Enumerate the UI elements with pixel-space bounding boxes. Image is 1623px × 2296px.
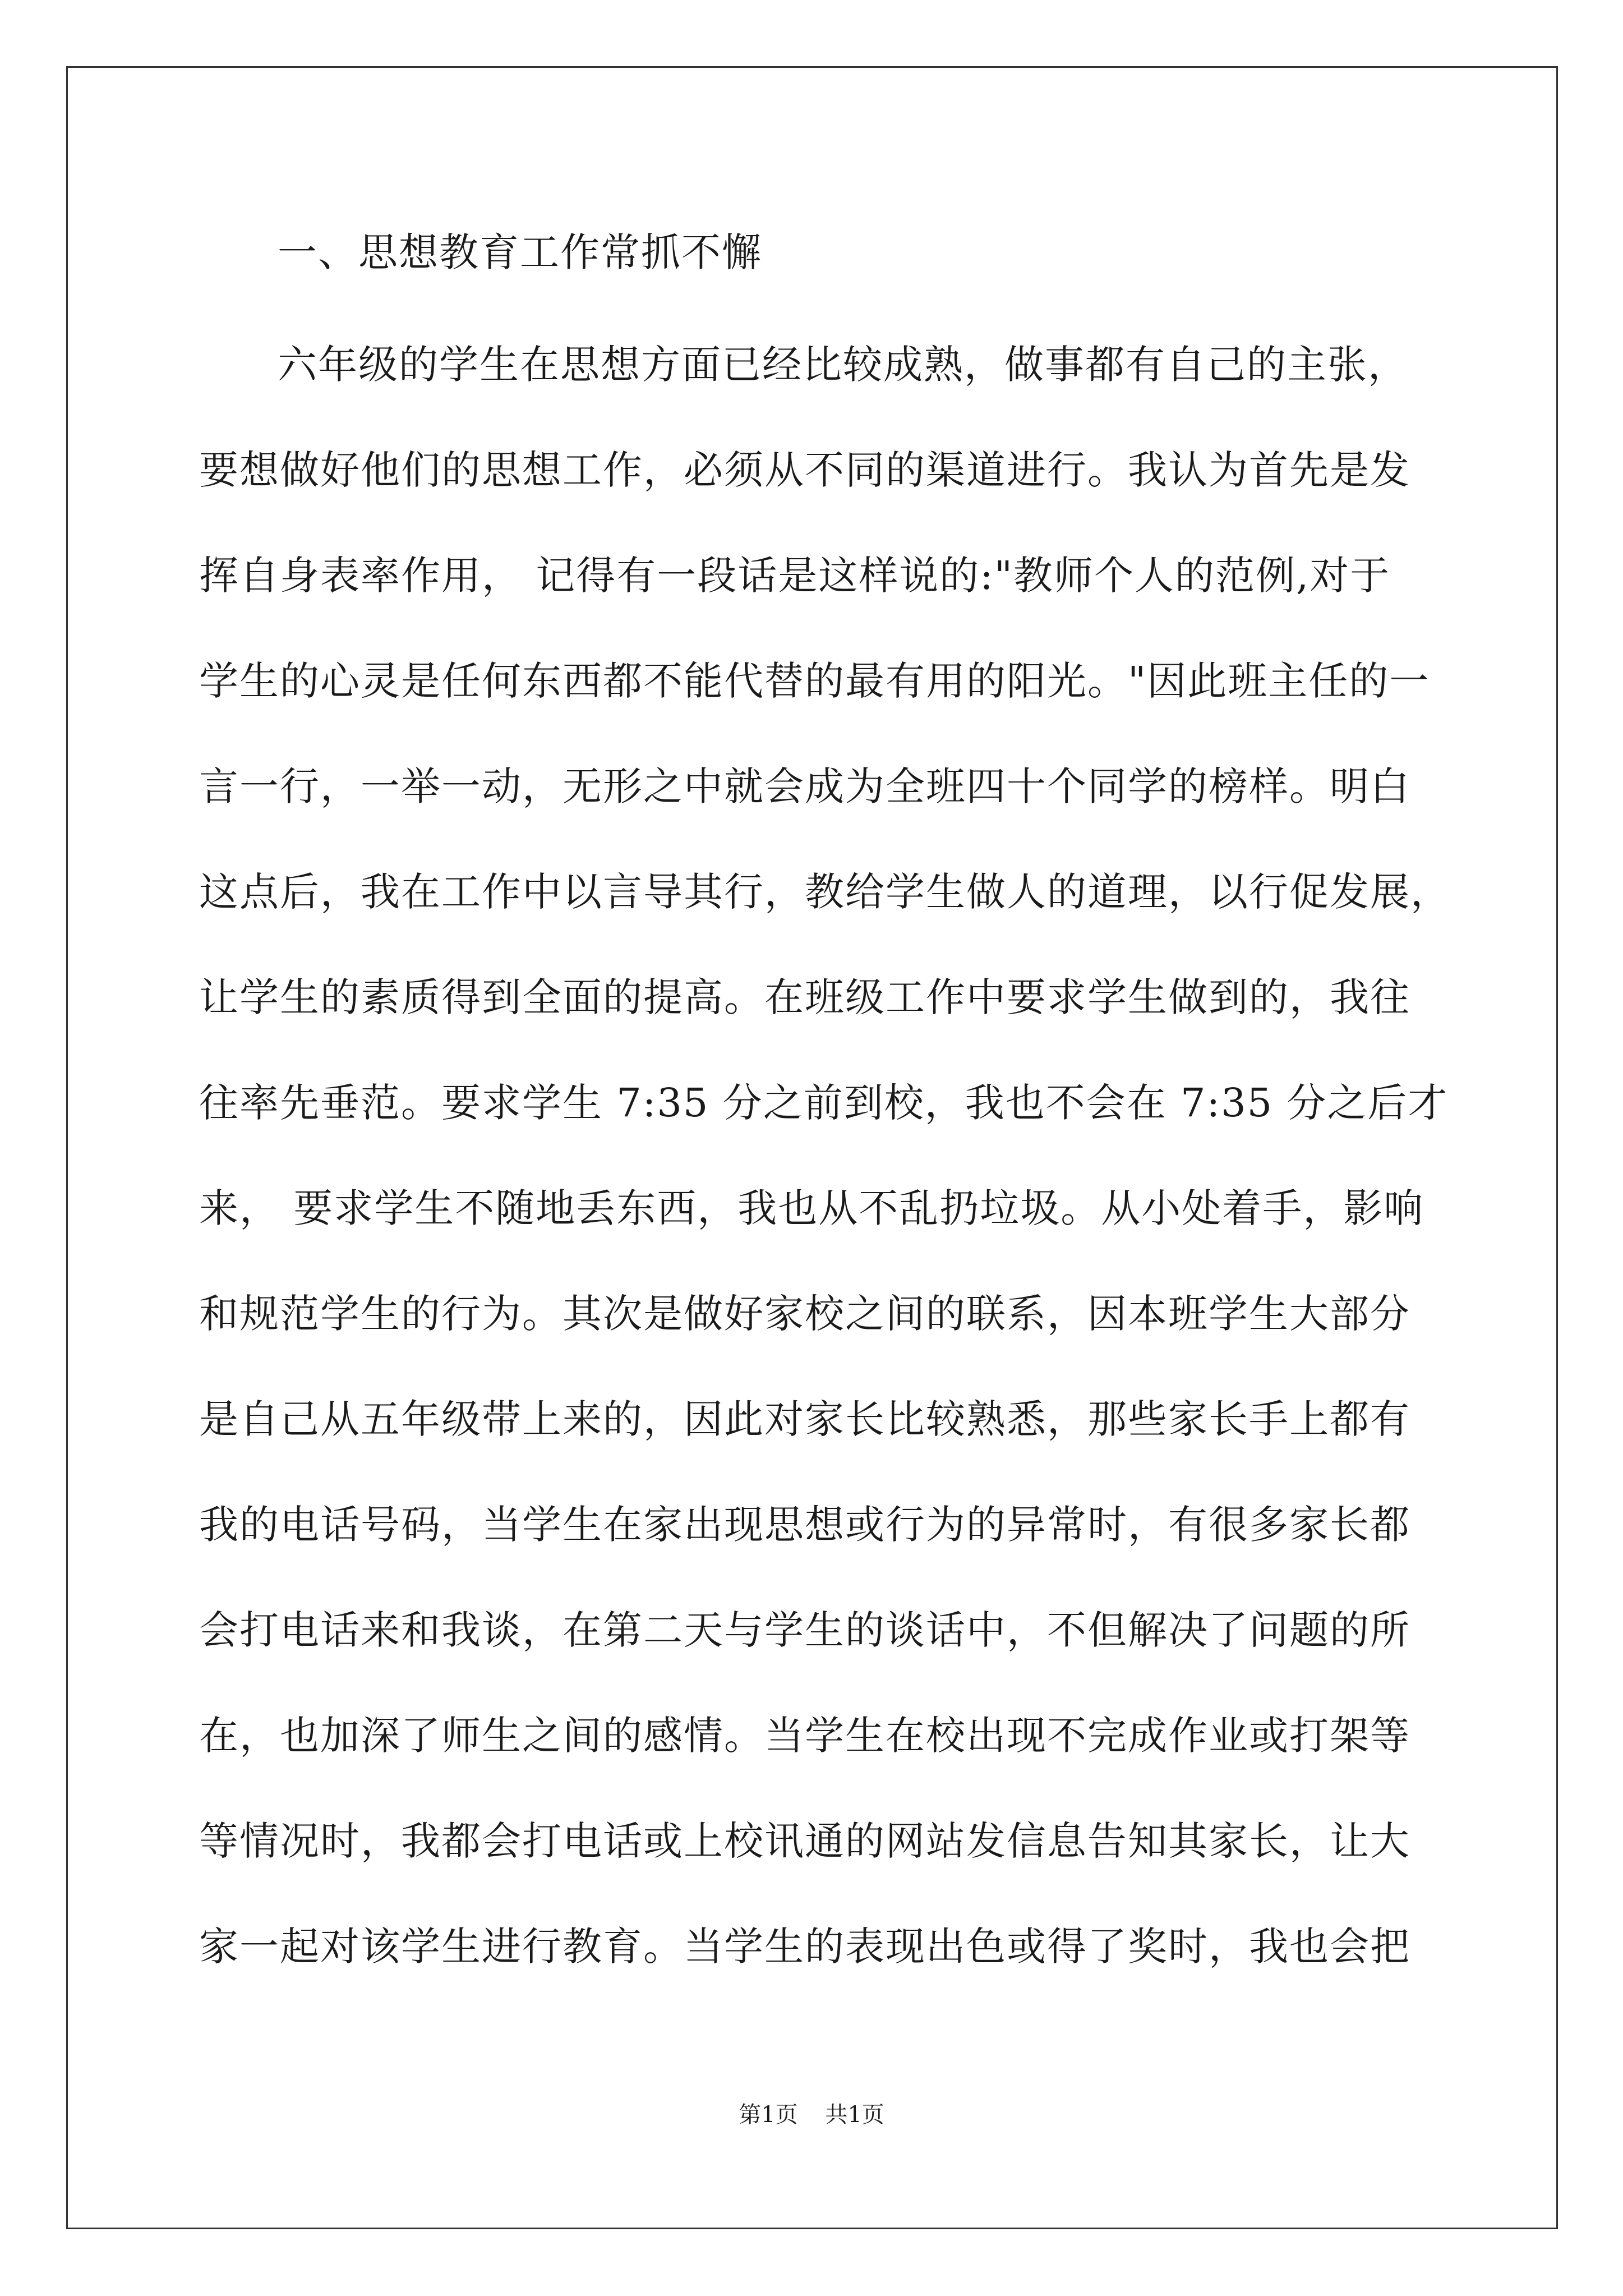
text-line: 让学生的素质得到全面的提高。在班级工作中要求学生做到的，我往	[199, 974, 1410, 1020]
page-number: 第1页	[739, 2102, 798, 2128]
text-line: 在，也加深了师生之间的感情。当学生在校出现不完成作业或打架等	[199, 1713, 1410, 1759]
text-line: 是自己从五年级带上来的，因此对家长比较熟悉，那些家长手上都有	[199, 1396, 1410, 1442]
text-line: 和规范学生的行为。其次是做好家校之间的联系，因本班学生大部分	[199, 1291, 1410, 1337]
text-line: 来， 要求学生不随地丢东西，我也从不乱扔垃圾。从小处着手，影响	[199, 1185, 1424, 1231]
text-line: 我的电话号码，当学生在家出现思想或行为的异常时，有很多家长都	[199, 1502, 1410, 1548]
text-line: 要想做好他们的思想工作，必须从不同的渠道进行。我认为首先是发	[199, 447, 1410, 493]
page-footer	[0, 2101, 1623, 2129]
text-line: 往率先垂范。要求学生 7:35 分之前到校，我也不会在 7:35 分之后才	[199, 1080, 1449, 1126]
text-line: 这点后，我在工作中以言导其行，教给学生做人的道理，以行促发展，	[199, 869, 1451, 915]
text-line: 家一起对该学生进行教育。当学生的表现出色或得了奖时，我也会把	[199, 1924, 1410, 1970]
text-line: 挥自身表率作用， 记得有一段话是这样说的:"教师个人的范例,对于	[199, 553, 1391, 599]
text-line: 言一行，一举一动，无形之中就会成为全班四十个同学的榜样。明白	[199, 763, 1410, 809]
text-line: 等情况时，我都会打电话或上校讯通的网站发信息告知其家长，让大	[199, 1818, 1410, 1864]
text-line: 学生的心灵是任何东西都不能代替的最有用的阳光。"因此班主任的一	[199, 658, 1430, 704]
text-line: 六年级的学生在思想方面已经比较成熟，做事都有自己的主张，	[278, 342, 1408, 388]
section-heading: 一、思想教育工作常抓不懈	[278, 229, 762, 275]
text-line: 会打电话来和我谈，在第二天与学生的谈话中，不但解决了问题的所	[199, 1607, 1410, 1653]
page-total: 共1页	[825, 2102, 884, 2128]
